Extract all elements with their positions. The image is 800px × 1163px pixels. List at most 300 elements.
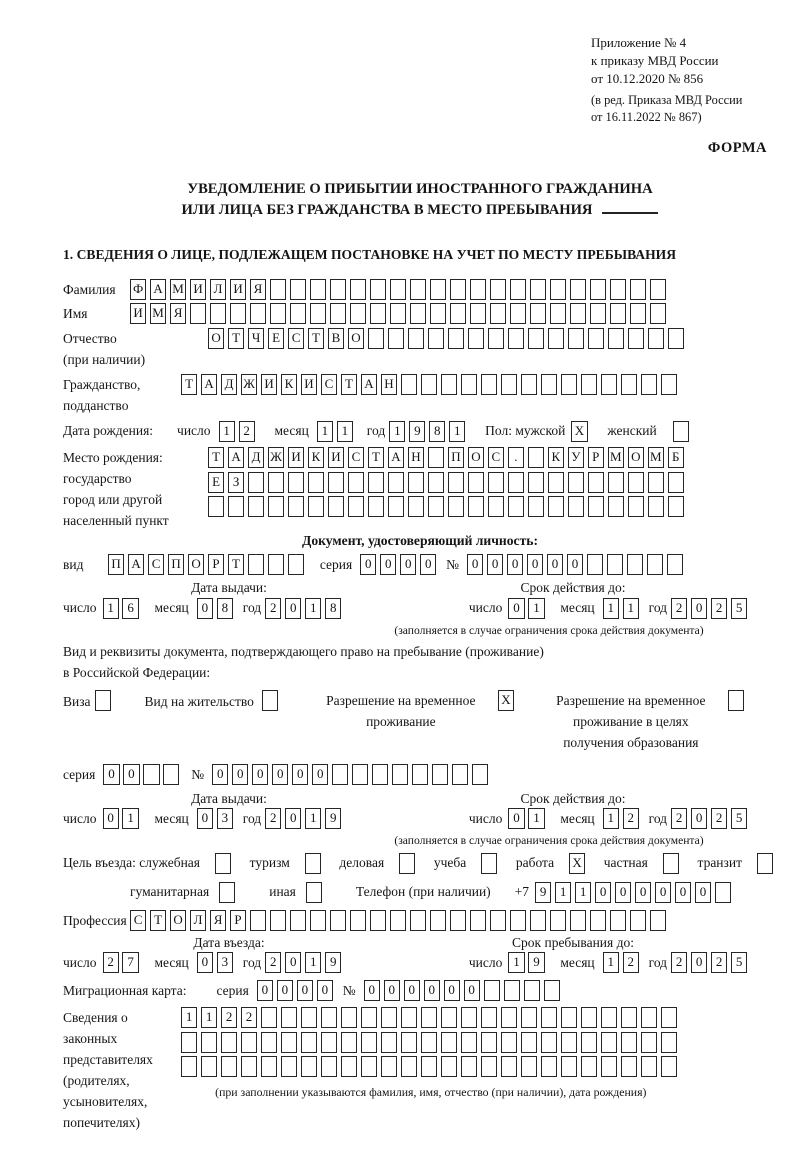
patronymic-box[interactable]: Е: [268, 328, 284, 349]
citizenship-box[interactable]: Т: [341, 374, 357, 395]
name-box[interactable]: [430, 303, 446, 324]
name-box[interactable]: [530, 303, 546, 324]
birth-place-1-box[interactable]: [528, 447, 544, 468]
guardian-1-box[interactable]: 2: [241, 1007, 257, 1028]
birth-year-box[interactable]: 9: [409, 421, 425, 442]
birth-place-3-box[interactable]: [568, 496, 584, 517]
doc-no-box[interactable]: 0: [487, 554, 503, 575]
doc-valid-year-box[interactable]: 2: [671, 598, 687, 619]
birth-place-1-box[interactable]: М: [648, 447, 664, 468]
guardian-2-box[interactable]: [561, 1032, 577, 1053]
name-box[interactable]: [570, 303, 586, 324]
birth-month-box[interactable]: 1: [337, 421, 353, 442]
guardian-2-box[interactable]: [261, 1032, 277, 1053]
guardian-2-box[interactable]: [441, 1032, 457, 1053]
surname-box[interactable]: [330, 279, 346, 300]
permit-no-box[interactable]: [352, 764, 368, 785]
mig-no-box[interactable]: 0: [364, 980, 380, 1001]
guardian-3-box[interactable]: [461, 1056, 477, 1077]
patronymic-box[interactable]: В: [328, 328, 344, 349]
birth-place-3-box[interactable]: [368, 496, 384, 517]
patronymic-box[interactable]: [488, 328, 504, 349]
birth-place-2-box[interactable]: [528, 472, 544, 493]
surname-box[interactable]: [550, 279, 566, 300]
citizenship-box[interactable]: С: [321, 374, 337, 395]
birth-place-2-box[interactable]: [468, 472, 484, 493]
doc-type-box[interactable]: П: [168, 554, 184, 575]
birth-place-1-box[interactable]: С: [348, 447, 364, 468]
patronymic-box[interactable]: Т: [308, 328, 324, 349]
permit-valid-year-box[interactable]: 2: [711, 808, 727, 829]
guardian-2-box[interactable]: [581, 1032, 597, 1053]
surname-box[interactable]: Ф: [130, 279, 146, 300]
birth-place-3-box[interactable]: [508, 496, 524, 517]
surname-box[interactable]: [470, 279, 486, 300]
name-box[interactable]: [610, 303, 626, 324]
birth-place-2-box[interactable]: [668, 472, 684, 493]
guardian-2-box[interactable]: [181, 1032, 197, 1053]
sex-male-box[interactable]: X: [571, 421, 587, 442]
guardian-1-box[interactable]: [481, 1007, 497, 1028]
permit-valid-day-box[interactable]: 1: [528, 808, 544, 829]
surname-box[interactable]: И: [190, 279, 206, 300]
birth-place-1-box[interactable]: И: [288, 447, 304, 468]
birth-place-2-box[interactable]: [388, 472, 404, 493]
doc-type-box[interactable]: Т: [228, 554, 244, 575]
patronymic-box[interactable]: [388, 328, 404, 349]
patronymic-box[interactable]: О: [208, 328, 224, 349]
doc-issue-year-box[interactable]: 1: [305, 598, 321, 619]
patronymic-box[interactable]: [588, 328, 604, 349]
birth-place-1-box[interactable]: И: [328, 447, 344, 468]
permit-no-box[interactable]: [432, 764, 448, 785]
surname-box[interactable]: [490, 279, 506, 300]
birth-place-1-box[interactable]: О: [628, 447, 644, 468]
doc-no-box[interactable]: [587, 554, 603, 575]
profession-box[interactable]: [350, 910, 366, 931]
doc-seriya-box[interactable]: 0: [380, 554, 396, 575]
birth-place-1-box[interactable]: К: [548, 447, 564, 468]
profession-box[interactable]: [410, 910, 426, 931]
birth-place-1-box[interactable]: Т: [208, 447, 224, 468]
stay-day-box[interactable]: 1: [508, 952, 524, 973]
surname-box[interactable]: А: [150, 279, 166, 300]
permit-no-box[interactable]: [472, 764, 488, 785]
patronymic-box[interactable]: [408, 328, 424, 349]
permit-no-box[interactable]: 0: [292, 764, 308, 785]
permit-no-box[interactable]: 0: [232, 764, 248, 785]
doc-valid-month-box[interactable]: 1: [603, 598, 619, 619]
mig-seriya-box[interactable]: 0: [317, 980, 333, 1001]
doc-valid-year-box[interactable]: 2: [711, 598, 727, 619]
doc-type-box[interactable]: А: [128, 554, 144, 575]
birth-place-1-box[interactable]: М: [608, 447, 624, 468]
birth-place-1-box[interactable]: Д: [248, 447, 264, 468]
guardian-1-box[interactable]: [381, 1007, 397, 1028]
birth-place-3-box[interactable]: [268, 496, 284, 517]
birth-place-2-box[interactable]: [248, 472, 264, 493]
profession-box[interactable]: О: [170, 910, 186, 931]
guardian-2-box[interactable]: [281, 1032, 297, 1053]
surname-box[interactable]: Л: [210, 279, 226, 300]
permit-valid-month-box[interactable]: 2: [623, 808, 639, 829]
profession-box[interactable]: [550, 910, 566, 931]
doc-valid-day-box[interactable]: 1: [528, 598, 544, 619]
birth-year-box[interactable]: 1: [389, 421, 405, 442]
permit-issue-year-box[interactable]: 2: [265, 808, 281, 829]
guardian-1-box[interactable]: [541, 1007, 557, 1028]
guardian-3-box[interactable]: [361, 1056, 377, 1077]
guardian-1-box[interactable]: [661, 1007, 677, 1028]
birth-place-3-box[interactable]: [468, 496, 484, 517]
birth-place-3-box[interactable]: [328, 496, 344, 517]
guardian-2-box[interactable]: [401, 1032, 417, 1053]
name-box[interactable]: [250, 303, 266, 324]
guardian-3-box[interactable]: [601, 1056, 617, 1077]
guardian-3-box[interactable]: [421, 1056, 437, 1077]
birth-place-2-box[interactable]: [608, 472, 624, 493]
doc-valid-year-box[interactable]: 0: [691, 598, 707, 619]
permit-valid-year-box[interactable]: 0: [691, 808, 707, 829]
name-box[interactable]: [370, 303, 386, 324]
guardian-2-box[interactable]: [501, 1032, 517, 1053]
name-box[interactable]: [510, 303, 526, 324]
patronymic-box[interactable]: [468, 328, 484, 349]
surname-box[interactable]: [650, 279, 666, 300]
name-box[interactable]: [650, 303, 666, 324]
surname-box[interactable]: [570, 279, 586, 300]
guardian-1-box[interactable]: [501, 1007, 517, 1028]
profession-box[interactable]: Л: [190, 910, 206, 931]
guardian-2-box[interactable]: [361, 1032, 377, 1053]
guardian-3-box[interactable]: [181, 1056, 197, 1077]
patronymic-box[interactable]: [648, 328, 664, 349]
birth-place-2-box[interactable]: [408, 472, 424, 493]
profession-box[interactable]: С: [130, 910, 146, 931]
patronymic-box[interactable]: [568, 328, 584, 349]
permit-issue-month-box[interactable]: 3: [217, 808, 233, 829]
profession-box[interactable]: [250, 910, 266, 931]
birth-place-3-box[interactable]: [588, 496, 604, 517]
guardian-1-box[interactable]: [461, 1007, 477, 1028]
citizenship-box[interactable]: [621, 374, 637, 395]
mig-no-box[interactable]: [484, 980, 500, 1001]
birth-place-3-box[interactable]: [248, 496, 264, 517]
guardian-1-box[interactable]: [581, 1007, 597, 1028]
citizenship-box[interactable]: [561, 374, 577, 395]
profession-box[interactable]: Я: [210, 910, 226, 931]
guardian-1-box[interactable]: [521, 1007, 537, 1028]
patronymic-box[interactable]: [528, 328, 544, 349]
birth-day-box[interactable]: 1: [219, 421, 235, 442]
doc-seriya-box[interactable]: 0: [360, 554, 376, 575]
patronymic-box[interactable]: [428, 328, 444, 349]
purpose-work-box[interactable]: X: [569, 853, 585, 874]
permit-no-box[interactable]: [372, 764, 388, 785]
phone-box[interactable]: 9: [535, 882, 551, 903]
purpose-other-box[interactable]: [306, 882, 322, 903]
citizenship-box[interactable]: [401, 374, 417, 395]
mig-no-box[interactable]: [544, 980, 560, 1001]
birth-place-1-box[interactable]: Н: [408, 447, 424, 468]
profession-box[interactable]: [390, 910, 406, 931]
phone-box[interactable]: 1: [575, 882, 591, 903]
guardian-1-box[interactable]: [321, 1007, 337, 1028]
patronymic-box[interactable]: [668, 328, 684, 349]
name-box[interactable]: [190, 303, 206, 324]
doc-no-box[interactable]: [667, 554, 683, 575]
guardian-2-box[interactable]: [621, 1032, 637, 1053]
mig-no-box[interactable]: 0: [464, 980, 480, 1001]
birth-place-2-box[interactable]: [628, 472, 644, 493]
doc-issue-month-box[interactable]: 0: [197, 598, 213, 619]
permit-seriya-box[interactable]: 0: [123, 764, 139, 785]
surname-box[interactable]: [410, 279, 426, 300]
name-box[interactable]: И: [130, 303, 146, 324]
surname-box[interactable]: [290, 279, 306, 300]
stay-year-box[interactable]: 5: [731, 952, 747, 973]
purpose-official-box[interactable]: [215, 853, 231, 874]
profession-box[interactable]: [650, 910, 666, 931]
purpose-transit-box[interactable]: [757, 853, 773, 874]
doc-issue-day-box[interactable]: 6: [122, 598, 138, 619]
name-box[interactable]: [310, 303, 326, 324]
birth-place-3-box[interactable]: [628, 496, 644, 517]
name-box[interactable]: [390, 303, 406, 324]
stay-year-box[interactable]: 0: [691, 952, 707, 973]
birth-place-3-box[interactable]: [448, 496, 464, 517]
profession-box[interactable]: [370, 910, 386, 931]
citizenship-box[interactable]: [441, 374, 457, 395]
mig-no-box[interactable]: [524, 980, 540, 1001]
doc-valid-month-box[interactable]: 1: [623, 598, 639, 619]
permit-no-box[interactable]: 0: [252, 764, 268, 785]
doc-no-box[interactable]: 0: [527, 554, 543, 575]
guardian-2-box[interactable]: [301, 1032, 317, 1053]
permit-issue-month-box[interactable]: 0: [197, 808, 213, 829]
guardian-3-box[interactable]: [401, 1056, 417, 1077]
profession-box[interactable]: [270, 910, 286, 931]
citizenship-box[interactable]: Т: [181, 374, 197, 395]
guardian-2-box[interactable]: [241, 1032, 257, 1053]
profession-box[interactable]: [510, 910, 526, 931]
permit-issue-year-box[interactable]: 1: [305, 808, 321, 829]
phone-box[interactable]: 0: [635, 882, 651, 903]
citizenship-box[interactable]: [581, 374, 597, 395]
guardian-3-box[interactable]: [221, 1056, 237, 1077]
doc-no-box[interactable]: [607, 554, 623, 575]
profession-box[interactable]: Р: [230, 910, 246, 931]
guardian-2-box[interactable]: [661, 1032, 677, 1053]
permit-issue-day-box[interactable]: 0: [103, 808, 119, 829]
guardian-1-box[interactable]: [281, 1007, 297, 1028]
temp-permit-edu-box-box[interactable]: [728, 690, 744, 711]
guardian-2-box[interactable]: [521, 1032, 537, 1053]
birth-place-3-box[interactable]: [668, 496, 684, 517]
guardian-2-box[interactable]: [341, 1032, 357, 1053]
birth-place-1-box[interactable]: П: [448, 447, 464, 468]
patronymic-box[interactable]: [608, 328, 624, 349]
guardian-1-box[interactable]: [421, 1007, 437, 1028]
entry-year-box[interactable]: 2: [265, 952, 281, 973]
patronymic-box[interactable]: С: [288, 328, 304, 349]
profession-box[interactable]: [290, 910, 306, 931]
citizenship-box[interactable]: И: [301, 374, 317, 395]
guardian-2-box[interactable]: [321, 1032, 337, 1053]
birth-month-box[interactable]: 1: [317, 421, 333, 442]
guardian-3-box[interactable]: [241, 1056, 257, 1077]
stay-year-box[interactable]: 2: [711, 952, 727, 973]
permit-no-box[interactable]: [452, 764, 468, 785]
birth-place-1-box[interactable]: У: [568, 447, 584, 468]
citizenship-box[interactable]: И: [261, 374, 277, 395]
citizenship-box[interactable]: Д: [221, 374, 237, 395]
doc-type-box[interactable]: О: [188, 554, 204, 575]
purpose-private-box[interactable]: [663, 853, 679, 874]
mig-no-box[interactable]: [504, 980, 520, 1001]
doc-type-box[interactable]: Р: [208, 554, 224, 575]
guardian-2-box[interactable]: [601, 1032, 617, 1053]
birth-place-1-box[interactable]: [428, 447, 444, 468]
profession-box[interactable]: [450, 910, 466, 931]
patronymic-box[interactable]: [448, 328, 464, 349]
birth-year-box[interactable]: 8: [429, 421, 445, 442]
stay-month-box[interactable]: 1: [603, 952, 619, 973]
mig-no-box[interactable]: 0: [404, 980, 420, 1001]
name-box[interactable]: Я: [170, 303, 186, 324]
guardian-3-box[interactable]: [661, 1056, 677, 1077]
surname-box[interactable]: [430, 279, 446, 300]
mig-no-box[interactable]: 0: [444, 980, 460, 1001]
birth-place-3-box[interactable]: [228, 496, 244, 517]
citizenship-box[interactable]: [601, 374, 617, 395]
permit-seriya-box[interactable]: [143, 764, 159, 785]
guardian-3-box[interactable]: [581, 1056, 597, 1077]
birth-place-2-box[interactable]: [328, 472, 344, 493]
surname-box[interactable]: [630, 279, 646, 300]
mig-no-box[interactable]: 0: [424, 980, 440, 1001]
mig-seriya-box[interactable]: 0: [257, 980, 273, 1001]
name-box[interactable]: [450, 303, 466, 324]
patronymic-box[interactable]: [368, 328, 384, 349]
name-box[interactable]: [630, 303, 646, 324]
profession-box[interactable]: [570, 910, 586, 931]
surname-box[interactable]: [370, 279, 386, 300]
profession-box[interactable]: [470, 910, 486, 931]
birth-place-2-box[interactable]: [368, 472, 384, 493]
phone-box[interactable]: 0: [695, 882, 711, 903]
birth-place-3-box[interactable]: [348, 496, 364, 517]
doc-seriya-box[interactable]: 0: [420, 554, 436, 575]
guardian-1-box[interactable]: [601, 1007, 617, 1028]
guardian-3-box[interactable]: [341, 1056, 357, 1077]
surname-box[interactable]: Я: [250, 279, 266, 300]
permit-valid-month-box[interactable]: 1: [603, 808, 619, 829]
name-box[interactable]: [270, 303, 286, 324]
guardian-3-box[interactable]: [441, 1056, 457, 1077]
guardian-1-box[interactable]: [261, 1007, 277, 1028]
profession-box[interactable]: [610, 910, 626, 931]
surname-box[interactable]: [310, 279, 326, 300]
entry-year-box[interactable]: 1: [305, 952, 321, 973]
purpose-business-box[interactable]: [399, 853, 415, 874]
guardian-3-box[interactable]: [561, 1056, 577, 1077]
doc-type-box[interactable]: [248, 554, 264, 575]
doc-no-box[interactable]: 0: [567, 554, 583, 575]
guardian-1-box[interactable]: [401, 1007, 417, 1028]
doc-no-box[interactable]: [647, 554, 663, 575]
patronymic-box[interactable]: [548, 328, 564, 349]
birth-place-1-box[interactable]: Ж: [268, 447, 284, 468]
surname-box[interactable]: [350, 279, 366, 300]
guardian-2-box[interactable]: [641, 1032, 657, 1053]
birth-place-1-box[interactable]: К: [308, 447, 324, 468]
birth-place-1-box[interactable]: .: [508, 447, 524, 468]
guardian-1-box[interactable]: [641, 1007, 657, 1028]
birth-place-3-box[interactable]: [308, 496, 324, 517]
guardian-2-box[interactable]: [221, 1032, 237, 1053]
surname-box[interactable]: [610, 279, 626, 300]
name-box[interactable]: [330, 303, 346, 324]
birth-place-3-box[interactable]: [208, 496, 224, 517]
guardian-1-box[interactable]: [441, 1007, 457, 1028]
permit-no-box[interactable]: 0: [272, 764, 288, 785]
entry-year-box[interactable]: 9: [325, 952, 341, 973]
visa-box-box[interactable]: [95, 690, 111, 711]
guardian-2-box[interactable]: [381, 1032, 397, 1053]
birth-place-1-box[interactable]: А: [388, 447, 404, 468]
permit-issue-year-box[interactable]: 0: [285, 808, 301, 829]
phone-box[interactable]: 0: [675, 882, 691, 903]
birth-place-3-box[interactable]: [288, 496, 304, 517]
birth-place-1-box[interactable]: Р: [588, 447, 604, 468]
permit-seriya-box[interactable]: 0: [103, 764, 119, 785]
birth-place-2-box[interactable]: [288, 472, 304, 493]
surname-box[interactable]: [390, 279, 406, 300]
permit-valid-year-box[interactable]: 5: [731, 808, 747, 829]
guardian-1-box[interactable]: [341, 1007, 357, 1028]
profession-box[interactable]: [590, 910, 606, 931]
birth-place-3-box[interactable]: [608, 496, 624, 517]
doc-issue-year-box[interactable]: 0: [285, 598, 301, 619]
purpose-tourism-box[interactable]: [305, 853, 321, 874]
guardian-3-box[interactable]: [621, 1056, 637, 1077]
birth-place-2-box[interactable]: Е: [208, 472, 224, 493]
mig-no-box[interactable]: 0: [384, 980, 400, 1001]
profession-box[interactable]: [310, 910, 326, 931]
patronymic-box[interactable]: [628, 328, 644, 349]
guardian-3-box[interactable]: [301, 1056, 317, 1077]
birth-place-3-box[interactable]: [548, 496, 564, 517]
doc-no-box[interactable]: [627, 554, 643, 575]
phone-box[interactable]: [715, 882, 731, 903]
citizenship-box[interactable]: А: [201, 374, 217, 395]
patronymic-box[interactable]: Ч: [248, 328, 264, 349]
entry-month-box[interactable]: 0: [197, 952, 213, 973]
guardian-3-box[interactable]: [541, 1056, 557, 1077]
permit-no-box[interactable]: [412, 764, 428, 785]
citizenship-box[interactable]: Н: [381, 374, 397, 395]
birth-place-2-box[interactable]: [648, 472, 664, 493]
patronymic-box[interactable]: [508, 328, 524, 349]
guardian-3-box[interactable]: [201, 1056, 217, 1077]
permit-seriya-box[interactable]: [163, 764, 179, 785]
mig-seriya-box[interactable]: 0: [297, 980, 313, 1001]
doc-no-box[interactable]: 0: [547, 554, 563, 575]
guardian-2-box[interactable]: [541, 1032, 557, 1053]
birth-day-box[interactable]: 2: [239, 421, 255, 442]
guardian-1-box[interactable]: [301, 1007, 317, 1028]
